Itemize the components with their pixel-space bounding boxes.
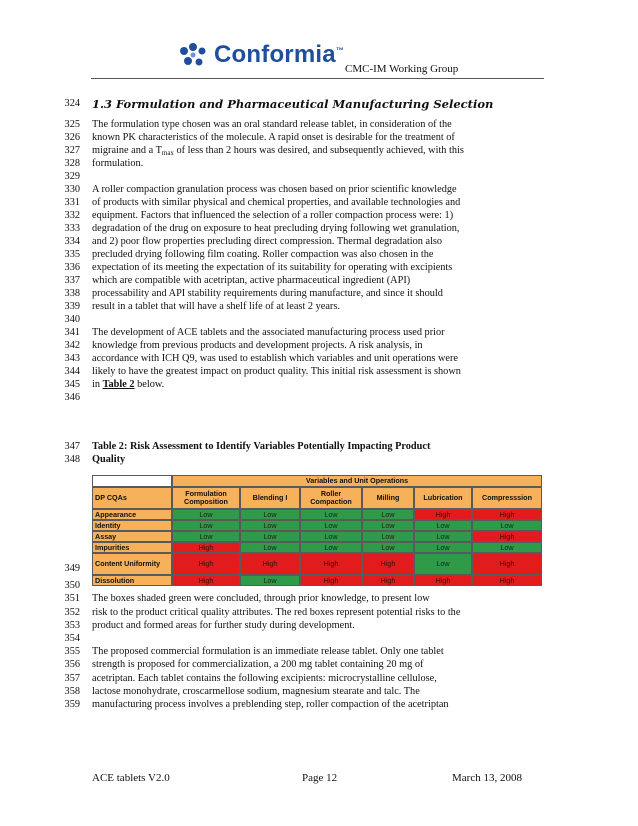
line-number: 334 (64, 236, 80, 247)
footer-document-name: ACE tablets V2.0 (92, 772, 170, 784)
risk-cell: Low (362, 509, 414, 520)
line-number: 337 (64, 275, 80, 286)
risk-cell: Low (300, 520, 362, 531)
body-line: of products with similar physical and chemical properties, and available technologies and (92, 197, 461, 208)
table-2-reference: Table 2 (102, 379, 135, 390)
line-number: 347 (64, 441, 80, 452)
line-number: 327 (64, 145, 80, 156)
risk-cell: Low (414, 520, 472, 531)
line-number: 349 (64, 563, 80, 574)
line-number: 332 (64, 210, 80, 221)
line-number: 343 (64, 353, 80, 364)
working-group-label: CMC-IM Working Group (345, 63, 459, 75)
risk-cell: Low (472, 520, 542, 531)
body-line: equipment. Factors that influenced the selection of a roller compaction process were: 1) (92, 210, 454, 221)
risk-cell: Low (362, 542, 414, 553)
risk-cell: Low (300, 531, 362, 542)
risk-cell: High (472, 509, 542, 520)
risk-cell: Low (414, 531, 472, 542)
body-line: and 2) poor flow properties precluding direct compression. Thermal degradation also (92, 236, 443, 247)
risk-cell: Low (240, 520, 300, 531)
table-row-header: DP CQAs (92, 487, 172, 509)
body-line: The proposed commercial formulation is an immediate release tablet. Only one tablet (92, 646, 444, 657)
risk-assessment-table (92, 475, 542, 586)
body-line: which are compatible with acetriptan, active pharmaceutical ingredient (API) (92, 275, 411, 286)
body-line: product and formed areas for further study during development. (92, 620, 355, 631)
risk-cell: High (172, 553, 240, 575)
footer-page-number: Page 12 (302, 772, 338, 784)
table-column-header: Formulation Composition (172, 487, 240, 509)
risk-cell: Low (414, 553, 472, 575)
table-row-label: Appearance (92, 509, 172, 520)
risk-cell: High (414, 575, 472, 586)
table-row-label: Content Uniformity (92, 553, 172, 575)
risk-cell: Low (472, 542, 542, 553)
table-column-header: Compresssion (472, 487, 542, 509)
line-number: 355 (64, 646, 80, 657)
body-line: The formulation type chosen was an oral standard release tablet, in consideration of the (92, 119, 452, 130)
footer-date: March 13, 2008 (452, 772, 522, 784)
table-column-header: Lubrication (414, 487, 472, 509)
line-number: 341 (64, 327, 80, 338)
body-line: The development of ACE tablets and the associated manufacturing process used prior (92, 327, 445, 338)
line-number: 335 (64, 249, 80, 260)
risk-cell: High (362, 575, 414, 586)
line-number: 346 (64, 392, 80, 403)
line-number: 344 (64, 366, 80, 377)
risk-cell: Low (240, 531, 300, 542)
body-line: precluded drying following film coating. Roller compaction was also chosen in the (92, 249, 434, 260)
line-number: 356 (64, 659, 80, 670)
table-column-header: Roller Compaction (300, 487, 362, 509)
body-line: degradation of the drug on exposure to heat precluding drying following wet granulation, (92, 223, 460, 234)
line-number: 331 (64, 197, 80, 208)
table-caption: Table 2: Risk Assessment to Identify Variables Potentially Impacting Product (92, 441, 431, 452)
risk-cell: Low (172, 509, 240, 520)
conformia-logo (178, 40, 344, 70)
risk-cell: High (472, 575, 542, 586)
risk-cell: Low (362, 531, 414, 542)
line-number: 350 (64, 580, 80, 591)
table-column-header: Blending I (240, 487, 300, 509)
line-number: 328 (64, 158, 80, 169)
risk-cell: High (300, 575, 362, 586)
body-line: accordance with ICH Q9, was used to establish which variables and unit operations were (92, 353, 459, 364)
risk-cell: Low (240, 575, 300, 586)
table-corner-cell (92, 475, 172, 487)
line-number: 338 (64, 288, 80, 299)
line-number: 326 (64, 132, 80, 143)
body-line: knowledge from previous products and development projects. A risk analysis, in (92, 340, 423, 351)
logo-wordmark: Conformia™ (214, 41, 345, 68)
line-number: 342 (64, 340, 80, 351)
header-divider (91, 78, 544, 79)
line-number: 359 (64, 699, 80, 710)
body-line: expectation of its meeting the expectation of its suitability for operating with excipients (92, 262, 453, 273)
line-number: 329 (64, 171, 80, 182)
line-number: 325 (64, 119, 80, 130)
line-number: 351 (64, 593, 80, 604)
risk-cell: High (362, 553, 414, 575)
table-row-label: Identity (92, 520, 172, 531)
risk-cell: Low (240, 509, 300, 520)
table-column-header: Milling (362, 487, 414, 509)
line-number: 345 (64, 379, 80, 390)
line-number: 330 (64, 184, 80, 195)
body-line: lactose monohydrate, croscarmellose sodium, magnesium stearate and talc. The (92, 686, 420, 697)
body-line: result in a tablet that will have a shelf life of at least 2 years. (92, 301, 340, 312)
conformia-logo-icon (178, 42, 208, 68)
table-row-label: Dissolution (92, 575, 172, 586)
line-number: 354 (64, 633, 80, 644)
table-row-label: Impurities (92, 542, 172, 553)
table-group-header: Variables and Unit Operations (172, 475, 542, 487)
body-line: processability and API stability requirements during manufacture, and since it should (92, 288, 443, 299)
line-number: 340 (64, 314, 80, 325)
risk-cell: High (240, 553, 300, 575)
body-line: manufacturing process involves a preblending step, roller compaction of the acetriptan (92, 699, 449, 710)
body-line: in Table 2 below. (92, 379, 165, 390)
risk-cell: Low (300, 509, 362, 520)
risk-cell: Low (362, 520, 414, 531)
body-line: A roller compaction granulation process was chosen based on prior scientific knowledge (92, 184, 457, 195)
body-line: risk to the product critical quality attributes. The red boxes represent potential risks to the (92, 607, 461, 618)
line-number: 348 (64, 454, 80, 465)
risk-cell: High (172, 575, 240, 586)
risk-cell: Low (172, 531, 240, 542)
body-line: likely to have the greatest impact on product quality. This initial risk assessment is shown (92, 366, 461, 377)
body-line: formulation. (92, 158, 144, 169)
line-number: 324 (64, 98, 80, 109)
line-number: 353 (64, 620, 80, 631)
risk-cell: Low (172, 520, 240, 531)
risk-cell: Low (300, 542, 362, 553)
body-line: acetriptan. Each tablet contains the following excipients: microcrystalline cellulose, (92, 673, 437, 684)
line-number: 333 (64, 223, 80, 234)
body-line: known PK characteristics of the molecule. A rapid onset is desirable for the treatment of (92, 132, 455, 143)
risk-cell: High (472, 531, 542, 542)
risk-cell: Low (240, 542, 300, 553)
table-caption-cont: Quality (92, 454, 126, 465)
body-line: The boxes shaded green were concluded, through prior knowledge, to present low (92, 593, 430, 604)
line-number: 357 (64, 673, 80, 684)
risk-cell: Low (414, 542, 472, 553)
body-line: strength is proposed for commercialization, a 200 mg tablet containing 20 mg of (92, 659, 424, 670)
line-number: 352 (64, 607, 80, 618)
risk-cell: High (472, 553, 542, 575)
line-number: 358 (64, 686, 80, 697)
line-number: 339 (64, 301, 80, 312)
risk-cell: High (172, 542, 240, 553)
section-heading: 1.3 Formulation and Pharmaceutical Manufacturing Selection (92, 97, 494, 111)
risk-cell: High (414, 509, 472, 520)
risk-cell: High (300, 553, 362, 575)
body-line: migraine and a $T_{max}$ of less than 2 hours was desired, and subsequently achieved, with this (92, 145, 464, 157)
line-number: 336 (64, 262, 80, 273)
table-row-label: Assay (92, 531, 172, 542)
